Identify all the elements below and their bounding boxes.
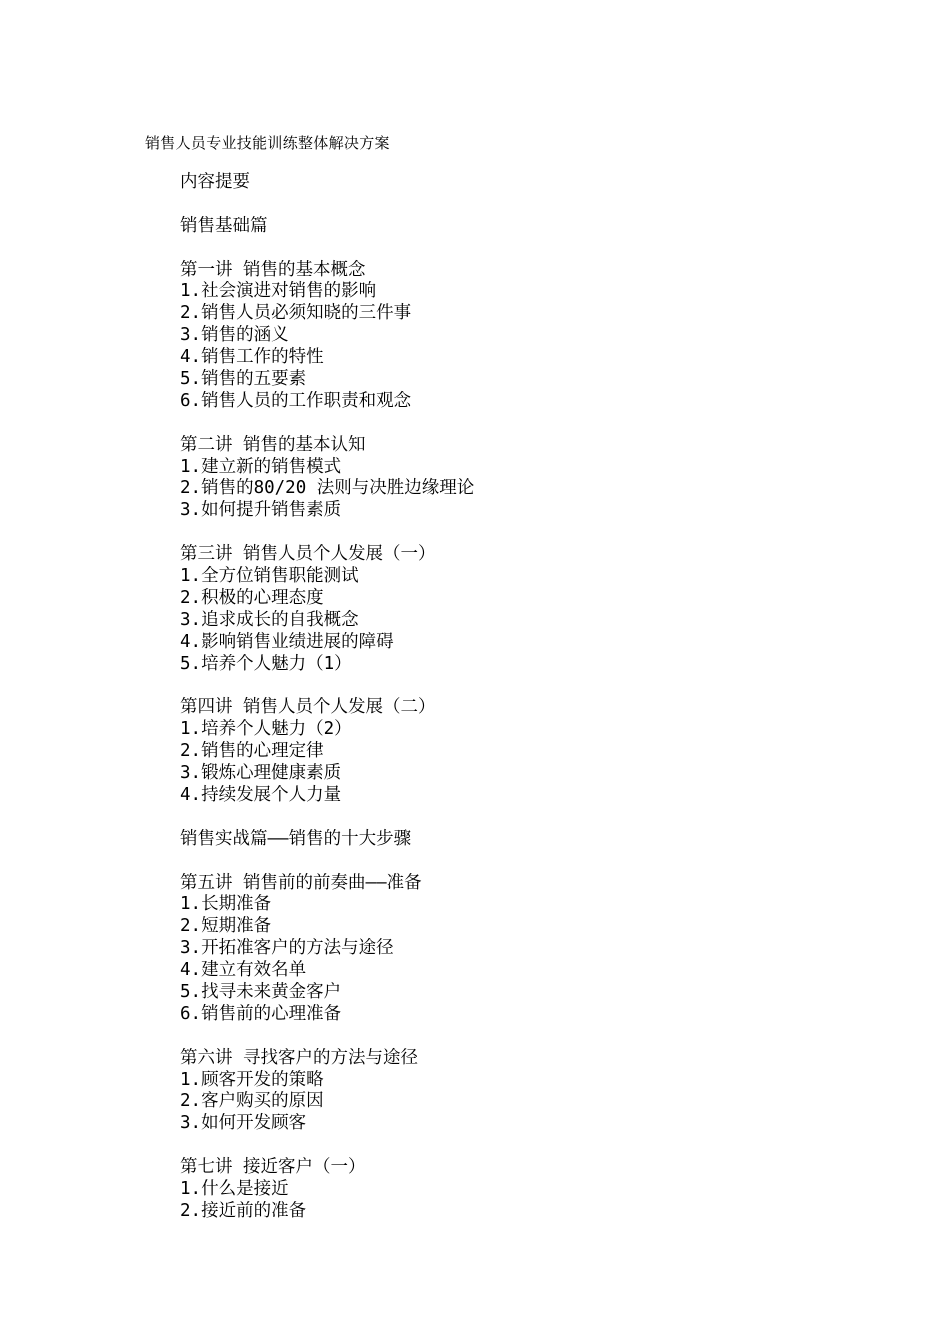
part-heading: 销售基础篇 — [180, 215, 268, 236]
document-title: 销售人员专业技能训练整体解决方案 — [145, 134, 390, 152]
spacer — [180, 851, 474, 873]
list-item: 5.找寻未来黄金客户 — [180, 981, 342, 1002]
spacer — [180, 675, 474, 697]
list-item: 2.积极的心理态度 — [180, 587, 324, 608]
list-item: 2.客户购买的原因 — [180, 1091, 324, 1112]
lecture-heading: 第四讲 销售人员个人发展（二） — [180, 697, 436, 718]
lecture-heading: 第三讲 销售人员个人发展（一） — [180, 544, 436, 565]
list-item: 3.追求成长的自我概念 — [180, 609, 359, 630]
list-item: 5.销售的五要素 — [180, 369, 307, 390]
list-item: 3.锻炼心理健康素质 — [180, 763, 342, 784]
list-item: 3.开拓准客户的方法与途径 — [180, 938, 394, 959]
document-body — [180, 172, 474, 1223]
lecture-heading: 第七讲 接近客户（一） — [180, 1157, 366, 1178]
lecture-heading: 第五讲 销售前的前奏曲——准备 — [180, 872, 422, 893]
list-item: 3.如何开发顾客 — [180, 1113, 307, 1134]
lecture-heading: 第二讲 销售的基本认知 — [180, 434, 366, 455]
lecture-heading: 第一讲 销售的基本概念 — [180, 259, 366, 280]
list-item: 2.接近前的准备 — [180, 1200, 307, 1221]
spacer — [180, 238, 474, 260]
list-item: 3.如何提升销售素质 — [180, 500, 342, 521]
list-item: 1.顾客开发的策略 — [180, 1069, 324, 1090]
list-item: 4.建立有效名单 — [180, 960, 307, 981]
list-item: 1.什么是接近 — [180, 1178, 289, 1199]
lecture-heading: 第六讲 寻找客户的方法与途径 — [180, 1047, 419, 1068]
spacer — [180, 807, 474, 829]
list-item: 2.销售的心理定律 — [180, 741, 324, 762]
list-item: 5.培养个人魅力（1） — [180, 653, 352, 674]
toc-heading: 内容提要 — [180, 172, 250, 192]
list-item: 2.销售人员必须知晓的三件事 — [180, 303, 412, 324]
list-item: 4.影响销售业绩进展的障碍 — [180, 631, 394, 652]
list-item: 1.长期准备 — [180, 894, 272, 915]
list-item: 2.销售的80/20 法则与决胜边缘理论 — [180, 478, 475, 499]
list-item: 4.持续发展个人力量 — [180, 784, 342, 805]
list-item: 1.建立新的销售模式 — [180, 456, 342, 477]
list-item: 6.销售人员的工作职责和观念 — [180, 390, 412, 411]
list-item: 4.销售工作的特性 — [180, 347, 324, 368]
list-item: 1.全方位销售职能测试 — [180, 566, 359, 587]
spacer — [180, 522, 474, 544]
list-item: 3.销售的涵义 — [180, 325, 289, 346]
spacer — [180, 1135, 474, 1157]
spacer — [180, 413, 474, 435]
part-heading: 销售实战篇——销售的十大步骤 — [180, 828, 412, 849]
list-item: 2.短期准备 — [180, 916, 272, 937]
list-item: 1.培养个人魅力（2） — [180, 719, 352, 740]
spacer — [180, 194, 474, 216]
list-item: 6.销售前的心理准备 — [180, 1003, 342, 1024]
list-item: 1.社会演进对销售的影响 — [180, 281, 377, 302]
spacer — [180, 1026, 474, 1048]
